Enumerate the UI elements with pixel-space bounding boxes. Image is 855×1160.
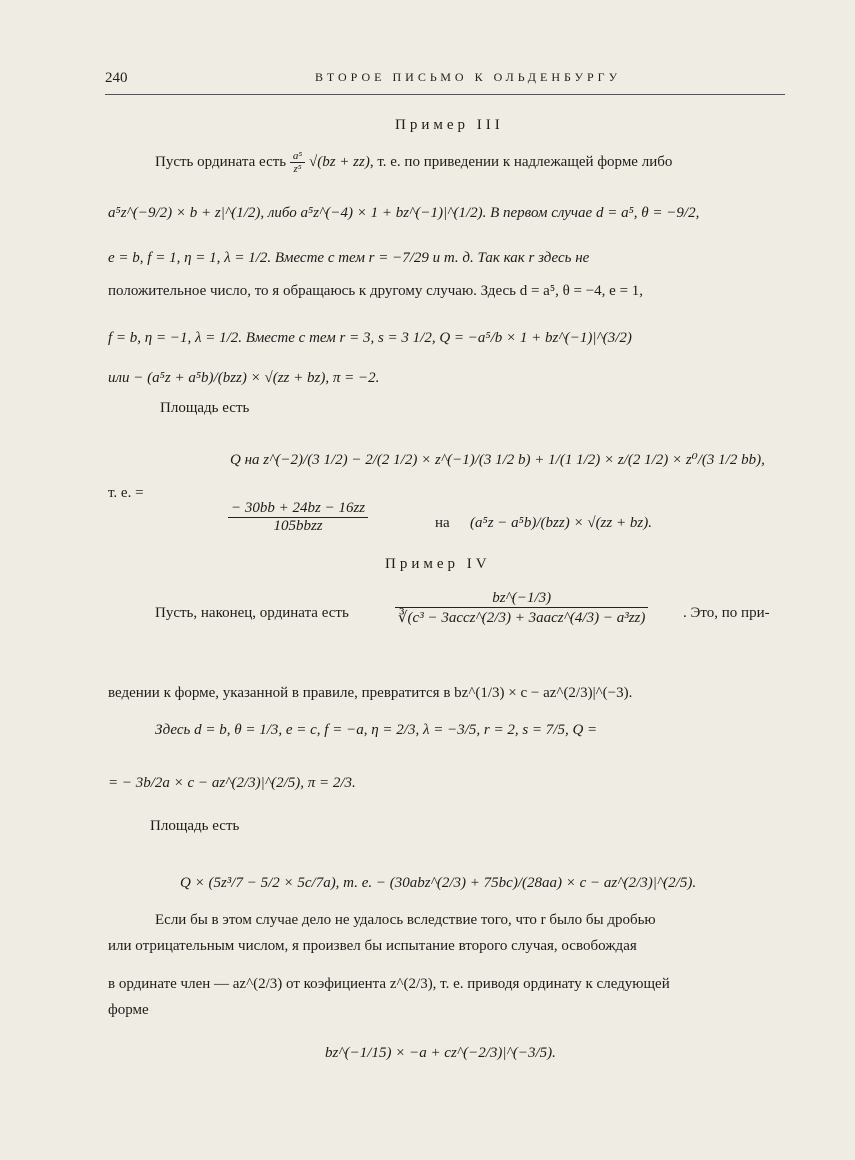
example3-result-den: 105bbzz — [273, 518, 323, 534]
example4-line1-den: ∛(c³ − 3accz^(2/3) + 3aacz^(4/3) − a³zz) — [398, 610, 646, 626]
example3-result-tail: (a⁵z − a⁵b)/(bzz) × √(zz + bz). — [470, 515, 652, 531]
example3-line2: a⁵z^(−9/2) × b + z|^(1/2), либо a⁵z^(−4) × 1 + bz^(−1)|^(1/2). В первом случае d = a⁵, θ = −9/2, — [108, 205, 700, 221]
example3-line1 — [155, 150, 672, 175]
example4-ordinate — [395, 590, 648, 627]
example4-ordinate-fraction — [395, 590, 648, 627]
example4-line2: ведении к форме, указанной в правиле, превратится в bz^(1/3) × c − az^(2/3)|^(−3). — [108, 685, 633, 701]
example3-result-on: на — [435, 515, 450, 531]
example3-area-label: Площадь есть — [160, 400, 250, 416]
example3-result-num: − 30bb + 24bz − 16zz — [228, 500, 368, 518]
example4-line1-num: bz^(−1/3) — [395, 590, 648, 608]
paragraph-line-2: или отрицательным числом, я произвел бы испытание второго случая, освобождая — [108, 938, 637, 954]
header-rule — [105, 94, 785, 95]
example4-area-label: Площадь есть — [150, 818, 240, 834]
example3-heading: Пример III — [395, 117, 504, 133]
example3-line1-expr: √(bz + zz) — [308, 153, 370, 170]
example4-line3: Здесь d = b, θ = 1/3, e = c, f = −a, η = 2/3, λ = −3/5, r = 2, s = 7/5, Q = — [155, 722, 598, 738]
example4-heading: Пример IV — [385, 556, 491, 572]
example4-line1-tail: . Это, по при- — [683, 605, 770, 621]
example3-area-expr: Q на z^(−2)/(3 1/2) − 2/(2 1/2) × z^(−1)/(3 1/2 b) + 1/(1 1/2) × z/(2 1/2) × z⁰/(3 1/2 bb), — [230, 452, 765, 468]
a5-over-z5: $\frac{\text{a⁵}}{\text{z⁵}}$ — [290, 150, 305, 175]
paragraph-line-3: в ординате член — az^(2/3) от коэфициента z^(2/3), т. е. приводя ординату к следующей — [108, 976, 670, 992]
example4-area-expr: Q × (5z³/7 − 5/2 × 5c/7a), т. е. − (30abz^(2/3) + 75bc)/(28aa) × c − az^(2/3)|^(2/5). — [180, 875, 697, 891]
example3-line4: положительное число, то я обращаюсь к другому случаю. Здесь d = a⁵, θ = −4, e = 1, — [108, 283, 644, 299]
final-expression: bz^(−1/15) × −a + cz^(−2/3)|^(−3/5). — [325, 1045, 556, 1061]
paragraph-line-4: форме — [108, 1002, 149, 1018]
running-title: ВТОРОЕ ПИСЬМО К ОЛЬДЕНБУРГУ — [315, 70, 622, 84]
example3-result-fraction — [228, 500, 368, 535]
example3-line5: f = b, η = −1, λ = 1/2. Вместе с тем r = 3, s = 3 1/2, Q = −a⁵/b × 1 + bz^(−1)|^(3/2) — [108, 330, 632, 346]
example3-line3: e = b, f = 1, η = 1, λ = 1/2. Вместе с тем r = −7/29 и т. д. Так как r здесь не — [108, 250, 590, 266]
example3-result — [228, 500, 368, 535]
example3-te: т. е. = — [108, 485, 144, 501]
example3-line6: или − (a⁵z + a⁵b)/(bzz) × √(zz + bz), π = −2. — [108, 370, 380, 386]
example3-line1-tail: , т. е. по приведении к надлежащей форме либо — [369, 153, 673, 170]
page-number: 240 — [105, 70, 128, 86]
example4-line4: = − 3b/2a × c − az^(2/3)|^(2/5), π = 2/3. — [108, 775, 356, 791]
example3-line1-text: Пусть ордината есть — [155, 153, 287, 170]
paragraph-line-1: Если бы в этом случае дело не удалось вследствие того, что r было бы дробью — [155, 912, 656, 928]
example4-line1-text: Пусть, наконец, ордината есть — [155, 605, 349, 621]
